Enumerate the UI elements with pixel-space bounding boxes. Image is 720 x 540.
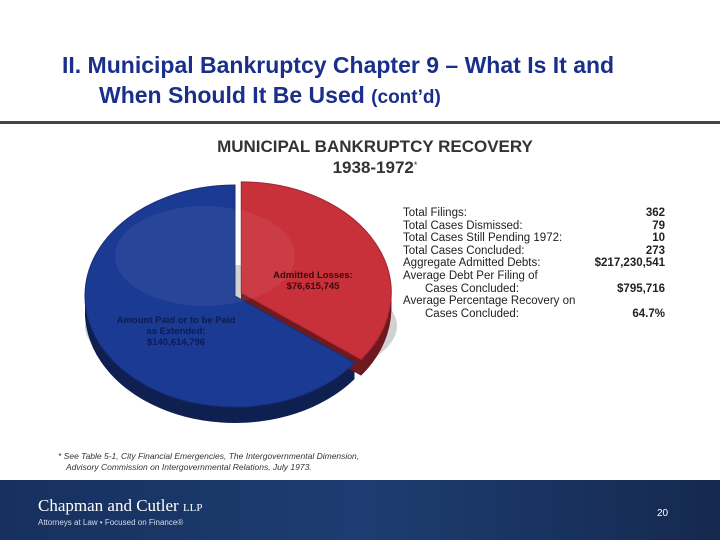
stat-row [403,220,665,233]
recovery-stats [403,207,665,320]
slice-label-admitted-losses [258,270,368,292]
slice-label-admitted-losses-name: Admitted Losses: [273,270,353,281]
stat-value: 273 [645,244,665,257]
stat-row [403,295,665,308]
stat-value: 79 [652,219,665,232]
slide-title-line2: When Should It Be Used (cont’d) [99,82,441,108]
source-footnote [58,451,418,473]
slice-label-admitted-losses-value: $76,615,745 [286,281,340,292]
slice-label-amount-paid-value: $140,614,796 [146,337,206,348]
stat-row [403,257,665,270]
stat-label: Cases Concluded: [425,282,519,295]
stat-row [403,270,665,283]
stat-value: 64.7% [632,307,665,320]
firm-tagline: Attorneys at Law • Focused on Finance® [38,518,184,527]
footnote-line2: Advisory Commission on Intergovernmental Relations, July 1973. [66,462,312,472]
footnote-line1: * See Table 5-1, City Financial Emergencies, The Intergovernmental Dimension, [58,451,360,461]
stat-row [403,308,665,321]
stat-value: $217,230,541 [594,257,665,270]
firm-logo: Chapman and Cutler LLP [38,496,203,515]
footer-bar [0,480,720,540]
stat-label: Total Cases Concluded: [403,244,525,257]
stat-label: Cases Concluded: [425,307,519,320]
page-number: 20 [657,508,669,519]
slice-label-amount-paid [112,315,240,348]
stat-label: Total Filings: [403,207,467,219]
stat-row [403,207,665,220]
chart-title-line1: MUNICIPAL BANKRUPTCY RECOVERY [217,137,533,156]
stat-label: Total Cases Dismissed: [403,219,523,232]
stat-label: Average Percentage Recovery on [403,295,576,308]
slide-title-line1: II. Municipal Bankruptcy Chapter 9 – What Is It and [62,52,615,78]
stat-label: Total Cases Still Pending 1972: [403,232,563,245]
stat-label: Average Debt Per Filing of [403,269,538,282]
stat-value: 362 [645,207,665,219]
slice-label-amount-paid-name: Amount Paid or to be Paid as Extended: [116,315,236,337]
stat-row [403,283,665,296]
stat-label: Aggregate Admitted Debts: [403,257,541,270]
stat-row [403,245,665,258]
stat-value: $795,716 [617,282,665,295]
chart-title-line2: 1938-1972* [332,158,418,177]
stat-value: 10 [652,232,665,245]
stat-row [403,232,665,245]
